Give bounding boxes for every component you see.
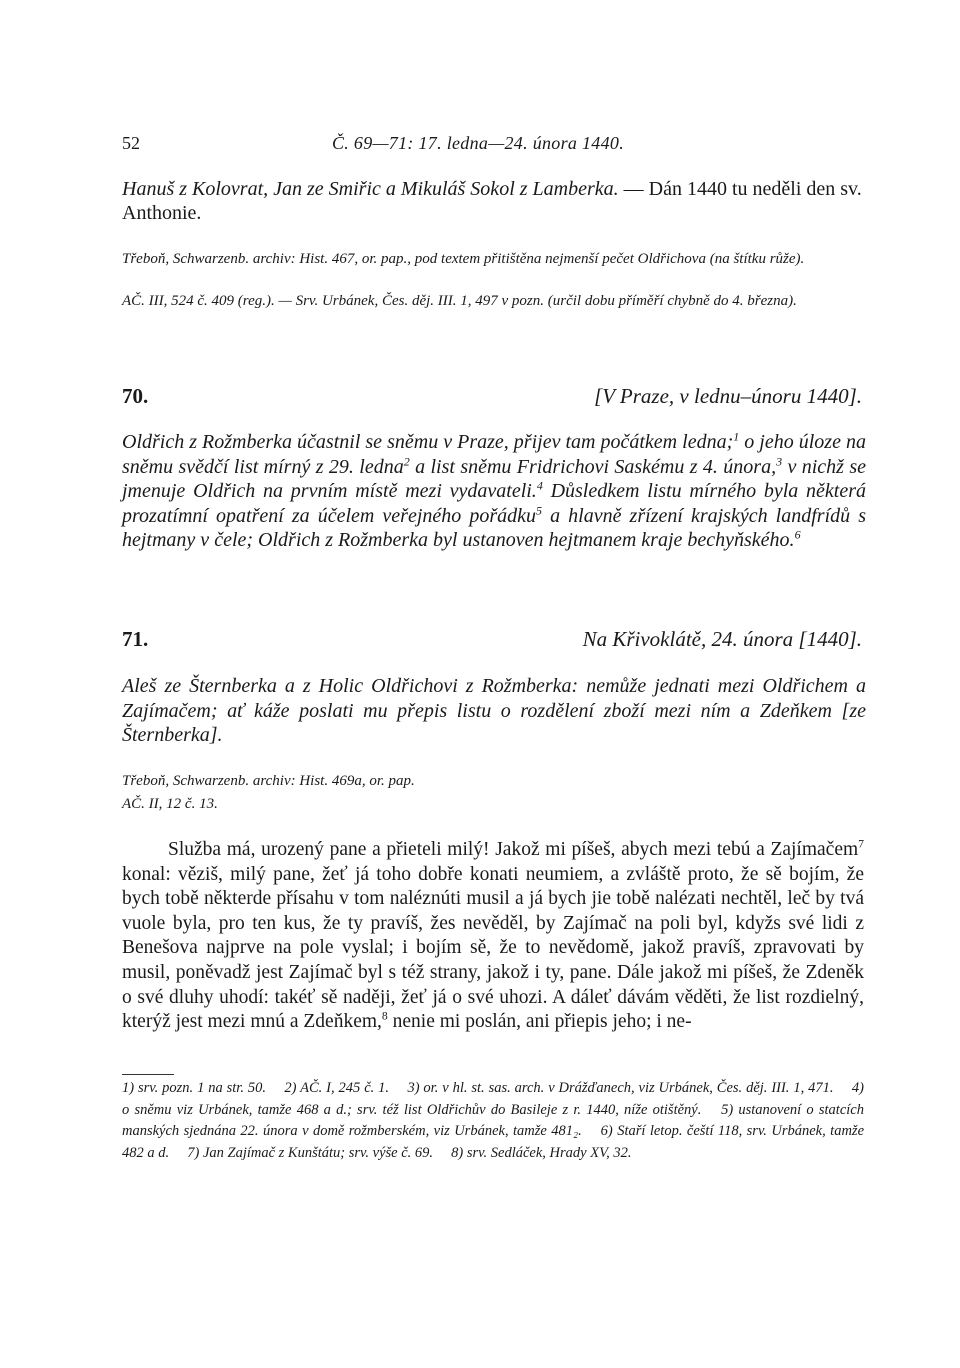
footnote-ref: 3	[776, 453, 783, 468]
letter-text: nenie mi poslán, ani přiepis jeho; i ne-	[387, 1011, 692, 1033]
footnote: 2) AČ. I, 245 č. 1.	[284, 1080, 390, 1096]
footnote: 6) Staří letop. čeští 118, srv. Urbánek, tamže 482 a d.	[122, 1123, 865, 1161]
entry-71-source-literature: AČ. II, 12 č. 13.	[122, 796, 218, 812]
entry-71-number: 71.	[122, 627, 149, 651]
entry-71-source-archive: Třeboň, Schwarzenb. archiv: Hist. 469a, or. pap.	[122, 773, 415, 789]
footnote-ref: 8	[381, 1009, 388, 1023]
footnote: 1) srv. pozn. 1 na str. 50.	[122, 1080, 266, 1096]
regest-text: Oldřich z Rožmberka účastnil se sněmu v Praze, přijev tam počátkem ledna;	[122, 431, 734, 453]
entry-71-place-date: Na Křivoklátě, 24. února [1440].	[582, 627, 862, 651]
entry-70-place-date: [V Praze, v lednu–únoru 1440].	[594, 384, 862, 408]
entry-71-regest: Aleš ze Šternberka a z Holic Oldřichovi z Rožmberka: nemůže jednati mezi Oldřichem a Zajímačem; ať káže poslati mu přepis listu o rozdělení zboží mezi ním a Zdeňkem [ze Šternberka].	[122, 675, 866, 746]
regest-text: a list sněmu Fridrichovi Saskému z 4. února,	[409, 455, 777, 478]
footnote-divider	[122, 1074, 174, 1075]
letter-paragraph	[122, 838, 864, 1035]
entry-69-source-literature: AČ. III, 524 č. 409 (reg.). — Srv. Urbánek, Čes. děj. III. 1, 497 v pozn. (určil dobu příměří chybně do 4. března).	[122, 293, 797, 309]
footnote-ref: 5	[536, 502, 543, 517]
footnote-ref: 4	[536, 478, 543, 493]
entry-69-witnesses: Hanuš z Kolovrat, Jan ze Smiřic a Mikuláš Sokol z Lamberka.	[122, 178, 619, 200]
entry-71-letter-text	[122, 838, 864, 1035]
footnote: 3) or. v hl. st. sas. arch. v Drážďanech, viz Urbánek, Čes. děj. III. 1, 471.	[407, 1080, 834, 1096]
running-title: Č. 69—71: 17. ledna—24. února 1440.	[332, 133, 625, 153]
footnote-ref: 1	[733, 429, 740, 444]
footnote: 8) srv. Sedláček, Hrady XV, 32.	[451, 1144, 632, 1161]
entry-69-source-archive: Třeboň, Schwarzenb. archiv: Hist. 467, or. pap., pod textem přitištěna nejmenší pečet Oldřichova (na štítku růže).	[122, 251, 805, 267]
regest-text: v nichž se jmenuje Oldřich na prvním místě mezi vydavateli.	[122, 455, 867, 502]
entry-70-number: 70.	[122, 384, 149, 408]
footnote-ref: 2	[403, 453, 410, 468]
letter-text: Služba má, urozený pane a přieteli milý! Jakož mi píšeš, abych mezi tebú a Zajímačem	[168, 839, 859, 860]
footnote-ref: 7	[858, 837, 864, 851]
regest-text: o jeho úloze na sněmu svědčí list mírný z 29. ledna	[122, 431, 866, 478]
letter-text: konal: věziš, milý pane, žeť já toho dobře konati neumiem, a zvláště proto, že sě bojím, že bych tobě některde přísahu v tom naléznúti musil a já bych jie tobě nalézati nechtěl, leč by tvá vuole byla, pro ten kus, že ty pravíš, žes nevěděl, by Zajímač na poli byl, kdyžs své lidi z Benešova najprve na pole vyslal; i bojím sě, že to nevědomě, jakož pravíš, zpravovati by musil, poněvadž jest Zajímač byl s též strany, jakož i ty, pane. Dále jakož mi píšeš, že Zdeněk o své dluhy uhodí: takéť sě naději, žeť já o své uhozi. A dáleť dávám věděti, že list rozdielný, kterýž jest mezi mnú a Zdeňkem,	[122, 863, 864, 1033]
footnotes	[122, 1078, 864, 1164]
page-number: 52	[122, 133, 140, 153]
entry-69-closing-text	[122, 177, 862, 225]
footnote-ref: 6	[794, 527, 801, 542]
regest-text: a hlavně zřízení krajských landfrídů s hejtmany v čele; Oldřich z Rožmberka byl ustanoven hejtmanem kraje bechyňského.	[122, 504, 866, 551]
entry-70-heading	[122, 384, 862, 414]
regest-text: Důsledkem listu mírného byla některá prozatímní opatření za účelem veřejného pořádku	[122, 480, 866, 527]
entry-70-regest	[122, 430, 866, 553]
entry-71-heading	[122, 627, 862, 657]
footnote: 4) o sněmu viz Urbánek, tamže 468 a d.; srv. též list Oldřichův do Basileje z r. 1440, níže otištěný.	[122, 1080, 864, 1118]
entry-69-dating: — Dán 1440 tu neděli den sv. Anthonie.	[122, 178, 862, 224]
footnote: 5) ustanovení o statcích manských sjednána 22. února v domě rožmberském, viz Urbánek, tamže 481₂.	[122, 1101, 864, 1139]
footnote: 7) Jan Zajímač z Kunštátu; srv. výše č. 69.	[187, 1144, 434, 1161]
